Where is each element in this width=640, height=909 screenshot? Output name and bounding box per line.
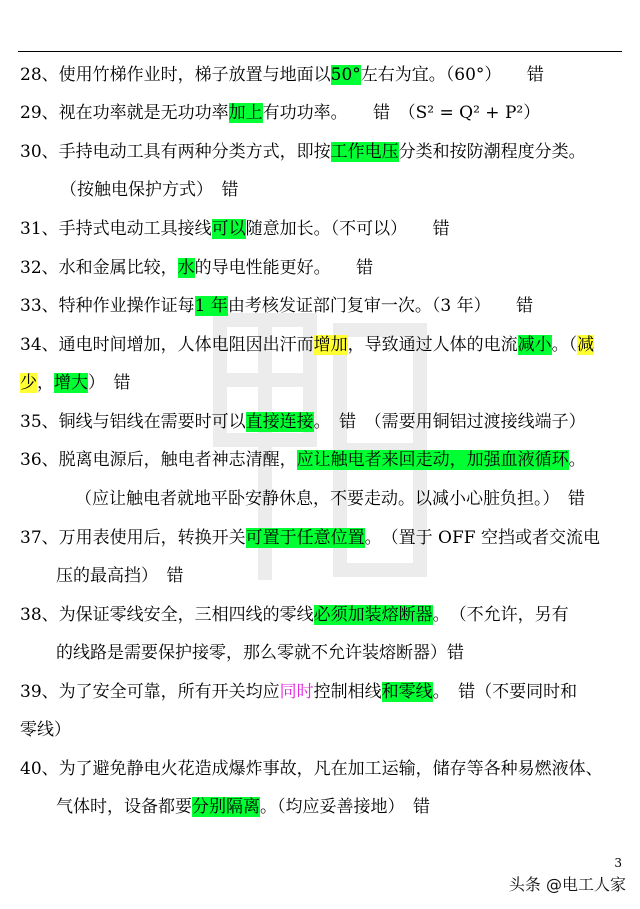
text-segment: 。（ — [551, 335, 578, 355]
text-line — [20, 673, 577, 711]
text-line — [56, 788, 430, 826]
text-segment: 。 错 （需要用铜铝过渡接线端子） — [313, 412, 586, 432]
text-line — [20, 711, 71, 749]
text-line — [20, 210, 450, 248]
text-line — [20, 519, 600, 557]
text-line — [75, 480, 585, 518]
text-segment: 29、视在功率就是无功功率 — [20, 103, 229, 123]
text-line — [60, 171, 239, 209]
text-segment: ，导致通过人体的电流 — [347, 335, 518, 355]
text-segment: 压的最高挡） 错 — [56, 566, 184, 586]
text-segment: 零线） — [20, 720, 71, 740]
highlighted-text: 直接连接 — [245, 412, 314, 432]
text-segment: 31、手持式电动工具接线 — [20, 219, 212, 239]
emphasis-text: 同时 — [279, 682, 314, 702]
highlighted-text: 和零线 — [381, 682, 433, 702]
highlighted-text: 必须加装熔断器 — [313, 605, 433, 625]
footer-source: 头条 @电工人家 — [508, 875, 626, 894]
text-line — [20, 56, 544, 94]
text-segment: 33、特种作业操作证每 — [20, 296, 195, 316]
text-segment: 35、铜线与铝线在需要时可以 — [20, 412, 246, 432]
text-line — [20, 326, 594, 364]
text-segment: 随意加长。（不可以） 错 — [245, 219, 450, 239]
text-segment: ， — [37, 373, 54, 393]
text-segment: 分类和按防潮程度分类。 — [398, 142, 586, 162]
text-segment: 控制相线 — [313, 682, 382, 702]
text-segment: 。 — [568, 450, 586, 470]
text-line — [20, 249, 373, 287]
text-segment: 的导电性能更好。 错 — [194, 258, 374, 278]
text-segment: 。 （置于 OFF 空挡或者交流电 — [364, 528, 600, 548]
highlighted-text: 工作电压 — [330, 142, 399, 162]
text-segment: 28、使用竹梯作业时，梯子放置与地面以 — [20, 65, 331, 85]
text-segment: 38、为保证零线安全，三相四线的零线 — [20, 605, 314, 625]
highlighted-text: 可以 — [211, 219, 246, 239]
text-line — [56, 557, 184, 595]
text-line — [20, 364, 131, 402]
text-line — [56, 634, 464, 672]
text-segment: 。 （不允许，另有 — [432, 605, 569, 625]
text-segment: 气体时，设备都要 — [56, 797, 192, 817]
text-segment: 由考核发证部门复审一次。（3 年） 错 — [227, 296, 534, 316]
text-segment: （按触电保护方式） 错 — [60, 180, 239, 200]
text-segment: 左右为宜。（60°） 错 — [360, 65, 544, 85]
highlighted-text: 加上 — [228, 103, 263, 123]
text-segment: 36、脱离电源后，触电者神志清醒， — [20, 450, 297, 470]
text-line — [20, 94, 540, 132]
highlighted-text: 减小 — [517, 335, 552, 355]
text-segment: 37、万用表使用后，转换开关 — [20, 528, 246, 548]
text-line — [20, 287, 533, 325]
text-line — [20, 403, 586, 441]
text-segment: ） 错 — [88, 373, 131, 393]
highlighted-text: 增加 — [313, 335, 348, 355]
highlighted-text: 可置于任意位置 — [245, 528, 365, 548]
page-number: 3 — [614, 856, 622, 870]
text-segment: 34、通电时间增加，人体电阻因出汗而 — [20, 335, 314, 355]
highlighted-text: 增大 — [54, 373, 88, 393]
text-segment: 有功功率。 错 （S² = Q² + P²） — [262, 103, 541, 123]
highlighted-text: 少 — [20, 373, 37, 393]
highlighted-text: 1 年 — [194, 296, 228, 316]
text-line — [20, 133, 586, 171]
text-line — [20, 441, 586, 479]
text-line — [20, 596, 569, 634]
text-segment: 39、为了安全可靠，所有开关均应 — [20, 682, 280, 702]
text-segment: 32、水和金属比较， — [20, 258, 178, 278]
text-segment: 40、为了避免静电火花造成爆炸事故，凡在加工运输，储存等各种易燃液体、 — [20, 759, 603, 779]
highlighted-text: 分别隔离 — [192, 797, 260, 817]
text-segment: 的线路是需要保护接零，那么零就不允许装熔断器）错 — [56, 643, 464, 663]
text-line — [20, 750, 603, 788]
text-segment: 。 错（不要同时和 — [432, 682, 578, 702]
highlighted-text: 水 — [177, 258, 195, 278]
header-rule — [18, 51, 622, 52]
highlighted-text: 应让触电者来回走动，加强血液循环 — [296, 450, 569, 470]
text-segment: 。（均应妥善接地） 错 — [260, 797, 430, 817]
highlighted-text: 减 — [577, 335, 595, 355]
text-segment: （应让触电者就地平卧安静休息，不要走动。以减小心脏负担。） 错 — [75, 489, 585, 509]
text-segment: 30、手持电动工具有两种分类方式，即按 — [20, 142, 331, 162]
highlighted-text: 50° — [330, 65, 361, 85]
